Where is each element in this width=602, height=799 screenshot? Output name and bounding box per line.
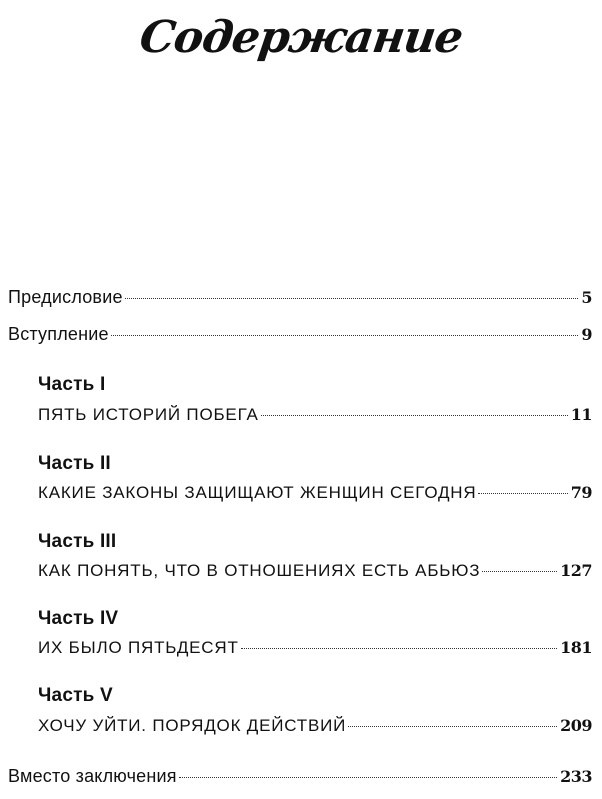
toc-entry-label: ИХ БЫЛО ПЯТЬДЕСЯТ (38, 638, 239, 657)
toc-entry-label: КАК ПОНЯТЬ, ЧТО В ОТНОШЕНИЯХ ЕСТЬ АБЬЮЗ (38, 561, 481, 580)
toc-entry-part-5[interactable] (38, 716, 592, 742)
dot-leader (111, 335, 579, 336)
toc-entry-label: Вступление (8, 324, 109, 344)
part-title-2: Часть II (38, 453, 111, 474)
toc-entry-conclusion[interactable] (8, 766, 592, 792)
dot-leader (261, 415, 568, 416)
toc-entry-part-4[interactable] (38, 638, 592, 664)
toc-entry-page: 181 (560, 638, 592, 657)
toc-entry-label: ПЯТЬ ИСТОРИЙ ПОБЕГА (38, 405, 259, 424)
dot-leader (348, 726, 557, 727)
part-title-5: Часть V (38, 685, 113, 706)
toc-entry-label: Вместо заключения (8, 766, 177, 786)
toc-entry-preface[interactable] (8, 287, 592, 313)
dot-leader (482, 571, 557, 572)
dot-leader (478, 493, 567, 494)
toc-entry-introduction[interactable] (8, 324, 592, 350)
toc-entry-page: 9 (581, 325, 592, 344)
page-title: Содержание (136, 12, 466, 63)
part-title-4: Часть IV (38, 608, 119, 629)
part-title-3: Часть III (38, 531, 117, 552)
toc-entry-label: Предисловие (8, 287, 123, 307)
dot-leader (241, 648, 557, 649)
toc-entry-part-3[interactable] (38, 561, 592, 587)
dot-leader (179, 777, 557, 778)
toc-entry-page: 127 (560, 561, 592, 580)
toc-entry-page: 11 (570, 405, 592, 424)
toc-entry-label: КАКИЕ ЗАКОНЫ ЗАЩИЩАЮТ ЖЕНЩИН СЕГОДНЯ (38, 483, 477, 502)
toc-entry-page: 209 (560, 716, 592, 735)
toc-entry-label: ХОЧУ УЙТИ. ПОРЯДОК ДЕЙСТВИЙ (38, 716, 347, 735)
toc-entry-part-2[interactable] (38, 483, 592, 509)
toc-entry-page: 5 (581, 288, 592, 307)
toc-entry-part-1[interactable] (38, 405, 592, 431)
toc-entry-page: 233 (560, 767, 592, 786)
toc-entry-page: 79 (570, 483, 592, 502)
dot-leader (125, 298, 579, 299)
part-title-1: Часть I (38, 374, 106, 395)
